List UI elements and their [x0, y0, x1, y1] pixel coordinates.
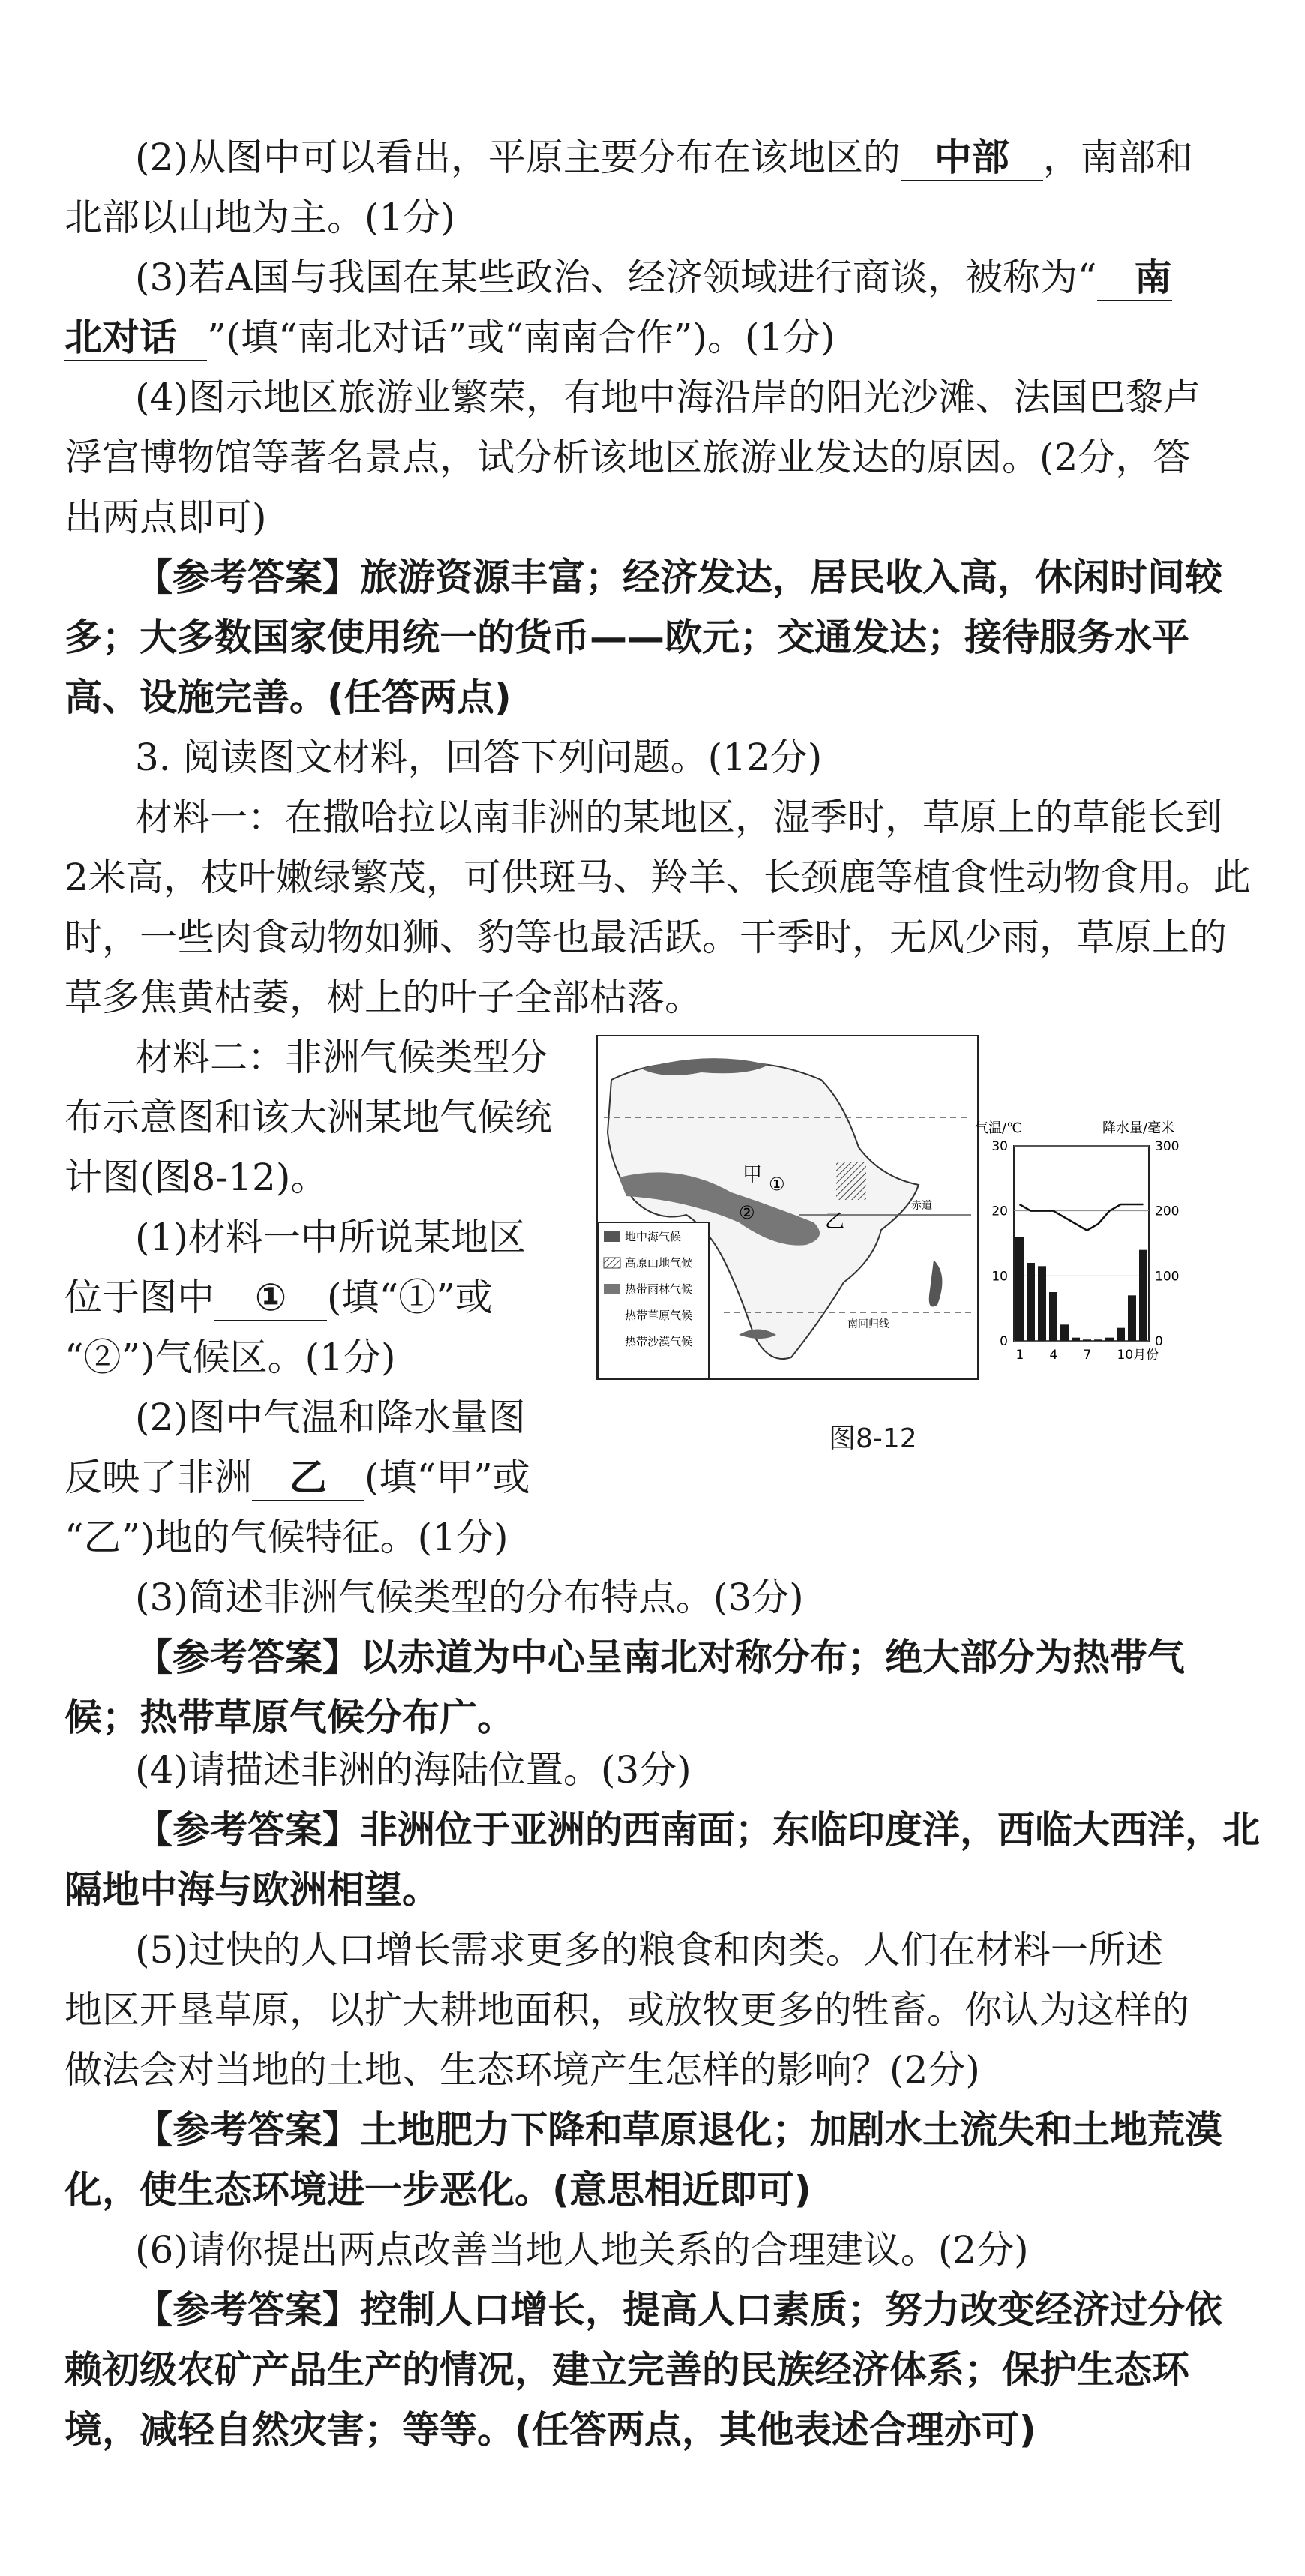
label-yi: 乙	[825, 1210, 845, 1233]
label-2: ②	[739, 1202, 755, 1223]
y-right-tick: 100	[1155, 1269, 1180, 1285]
answer-3-4-line1: 【参考答案】非洲位于亚洲的西南面；东临印度洋，西临大西洋，北	[135, 1808, 1260, 1852]
q3-5-line1: (5)过快的人口增长需求更多的粮食和肉类。人们在材料一所述	[135, 1928, 1163, 1972]
q3-1-line3: “②”)气候区。(1分)	[64, 1336, 396, 1379]
figure-caption: 图8-12	[829, 1423, 917, 1454]
answer-blank: 中部	[901, 135, 1043, 181]
map-legend	[598, 1222, 709, 1378]
legend-item: 热带草原气候	[625, 1309, 693, 1322]
q2-4-line3: 出两点即可)	[64, 496, 267, 539]
q2-3-line1: (3)若A国与我国在某些政治、经济领域进行商谈，被称为“ 南	[135, 247, 1305, 307]
tropic-label: 南回归线	[848, 1318, 890, 1330]
precip-bar	[1117, 1328, 1125, 1341]
material2-line2: 布示意图和该大洲某地气候统	[64, 1096, 552, 1139]
precip-bar	[1072, 1338, 1080, 1341]
precip-bar	[1083, 1339, 1091, 1341]
y-left-tick: 0	[1000, 1334, 1008, 1349]
material2-line1: 材料二：非洲气候类型分	[135, 1036, 548, 1079]
precip-bar	[1139, 1250, 1148, 1341]
answer-3-6-line3: 境，减轻自然灾害；等等。(任答两点，其他表述合理亦可)	[64, 2408, 1036, 2452]
answer-blank: 北对话	[64, 315, 207, 361]
answer-2-4-line1: 【参考答案】旅游资源丰富；经济发达，居民收入高，休闲时间较	[135, 556, 1222, 599]
legend-swatch-rainforest	[604, 1284, 620, 1294]
y-left-tick: 30	[992, 1139, 1008, 1154]
q3-5-line2: 地区开垦草原，以扩大耕地面积，或放牧更多的牲畜。你认为这样的	[64, 1988, 1190, 2032]
legend-swatch-mediterranean	[604, 1231, 620, 1242]
precip-bar	[1049, 1292, 1058, 1341]
q3-2-line3: “乙”)地的气候特征。(1分)	[64, 1516, 508, 1559]
material1-line3: 时，一些肉食动物如狮、豹等也最活跃。干季时，无风少雨，草原上的	[64, 916, 1227, 959]
q2-2-line2: 北部以山地为主。(1分)	[64, 196, 455, 239]
answer-3-6-line2: 赖初级农矿产品生产的情况，建立完善的民族经济体系；保护生态环	[64, 2348, 1190, 2392]
legend-item: 地中海气候	[625, 1230, 682, 1243]
material1-line4: 草多焦黄枯萎，树上的叶子全部枯落。	[64, 976, 702, 1019]
q3-4: (4)请描述非洲的海陆位置。(3分)	[135, 1748, 692, 1792]
q3-2-line1: (2)图中气温和降水量图	[135, 1396, 526, 1439]
y-right-tick: 200	[1155, 1204, 1180, 1219]
answer-3-6-line1: 【参考答案】控制人口增长，提高人口素质；努力改变经济过分依	[135, 2288, 1222, 2332]
x-tick: 1	[1016, 1348, 1024, 1363]
answer-blank: 乙	[252, 1455, 364, 1501]
precip-bar	[1027, 1263, 1035, 1341]
x-tick: 7	[1083, 1348, 1092, 1363]
q3-title: 3. 阅读图文材料，回答下列问题。(12分)	[135, 736, 823, 779]
q2-3-line2: 北对话 ”(填“南北对话”或“南南合作”)。(1分)	[64, 307, 1234, 367]
answer-3-3-line1: 【参考答案】以赤道为中心呈南北对称分布；绝大部分为热带气	[135, 1636, 1185, 1679]
x-tick: 4	[1049, 1348, 1058, 1363]
africa-climate-map	[596, 1035, 979, 1380]
legend-swatch-highland	[604, 1258, 620, 1268]
legend-item: 热带雨林气候	[625, 1282, 693, 1296]
highland-climate-area	[836, 1162, 866, 1200]
material1-line2: 2米高，枝叶嫩绿繁茂，可供斑马、羚羊、长颈鹿等植食性动物食用。此	[64, 856, 1251, 899]
x-tick: 10月份	[1117, 1348, 1160, 1363]
y-left-tick: 10	[992, 1269, 1008, 1285]
answer-3-3-line2: 候；热带草原气候分布广。	[64, 1696, 514, 1739]
q3-5-line3: 做法会对当地的土地、生态环境产生怎样的影响？(2分)	[64, 2048, 980, 2092]
label-1: ①	[769, 1174, 785, 1195]
y-right-label: 降水量/毫米	[1102, 1120, 1175, 1136]
material2-line3: 计图(图8-12)。	[64, 1156, 328, 1199]
answer-blank: 南	[1097, 255, 1172, 301]
q3-3: (3)简述非洲气候类型的分布特点。(3分)	[135, 1576, 804, 1619]
precip-bar	[1060, 1324, 1069, 1341]
answer-3-4-line2: 隔地中海与欧洲相望。	[64, 1868, 440, 1912]
precip-bar	[1094, 1339, 1102, 1341]
precip-bar	[1016, 1237, 1024, 1341]
q3-2-line2: 反映了非洲 乙 (填“甲”或	[64, 1447, 544, 1507]
y-left-tick: 20	[992, 1204, 1008, 1219]
temperature-line	[1020, 1204, 1144, 1231]
equator-label: 赤道	[911, 1200, 932, 1212]
legend-item: 高原山地气候	[625, 1256, 693, 1270]
precip-bar	[1128, 1295, 1136, 1341]
legend-item: 热带沙漠气候	[625, 1335, 693, 1348]
answer-2-4-line2: 多；大多数国家使用统一的货币——欧元；交通发达；接待服务水平	[64, 616, 1190, 659]
precip-bar	[1106, 1338, 1114, 1341]
y-right-tick: 300	[1155, 1139, 1180, 1154]
q2-2-line1: (2)从图中可以看出，平原主要分布在该地区的 中部 ，南部和	[135, 127, 1305, 187]
y-left-label: 气温/℃	[975, 1120, 1022, 1136]
q3-1-line1: (1)材料一中所说某地区	[135, 1216, 526, 1259]
material1-line1: 材料一：在撒哈拉以南非洲的某地区，湿季时，草原上的草能长到	[135, 796, 1222, 839]
answer-3-5-line1: 【参考答案】土地肥力下降和草原退化；加剧水土流失和土地荒漠	[135, 2108, 1222, 2152]
y-right-tick: 0	[1155, 1334, 1163, 1349]
q2-4-line1: (4)图示地区旅游业繁荣，有地中海沿岸的阳光沙滩、法国巴黎卢	[135, 376, 1201, 419]
answer-blank: ①	[214, 1275, 327, 1321]
answer-3-5-line2: 化，使生态环境进一步恶化。(意思相近即可)	[64, 2168, 812, 2212]
q2-4-line2: 浮宫博物馆等著名景点，试分析该地区旅游业发达的原因。(2分，答	[64, 436, 1191, 479]
label-jia: 甲	[742, 1164, 763, 1186]
climate-chart	[975, 1116, 1200, 1371]
q3-6: (6)请你提出两点改善当地人地关系的合理建议。(2分)	[135, 2228, 1029, 2272]
precip-bar	[1038, 1266, 1046, 1341]
answer-2-4-line3: 高、设施完善。(任答两点)	[64, 676, 512, 719]
q3-1-line2: 位于图中 ① (填“①”或	[64, 1267, 544, 1327]
